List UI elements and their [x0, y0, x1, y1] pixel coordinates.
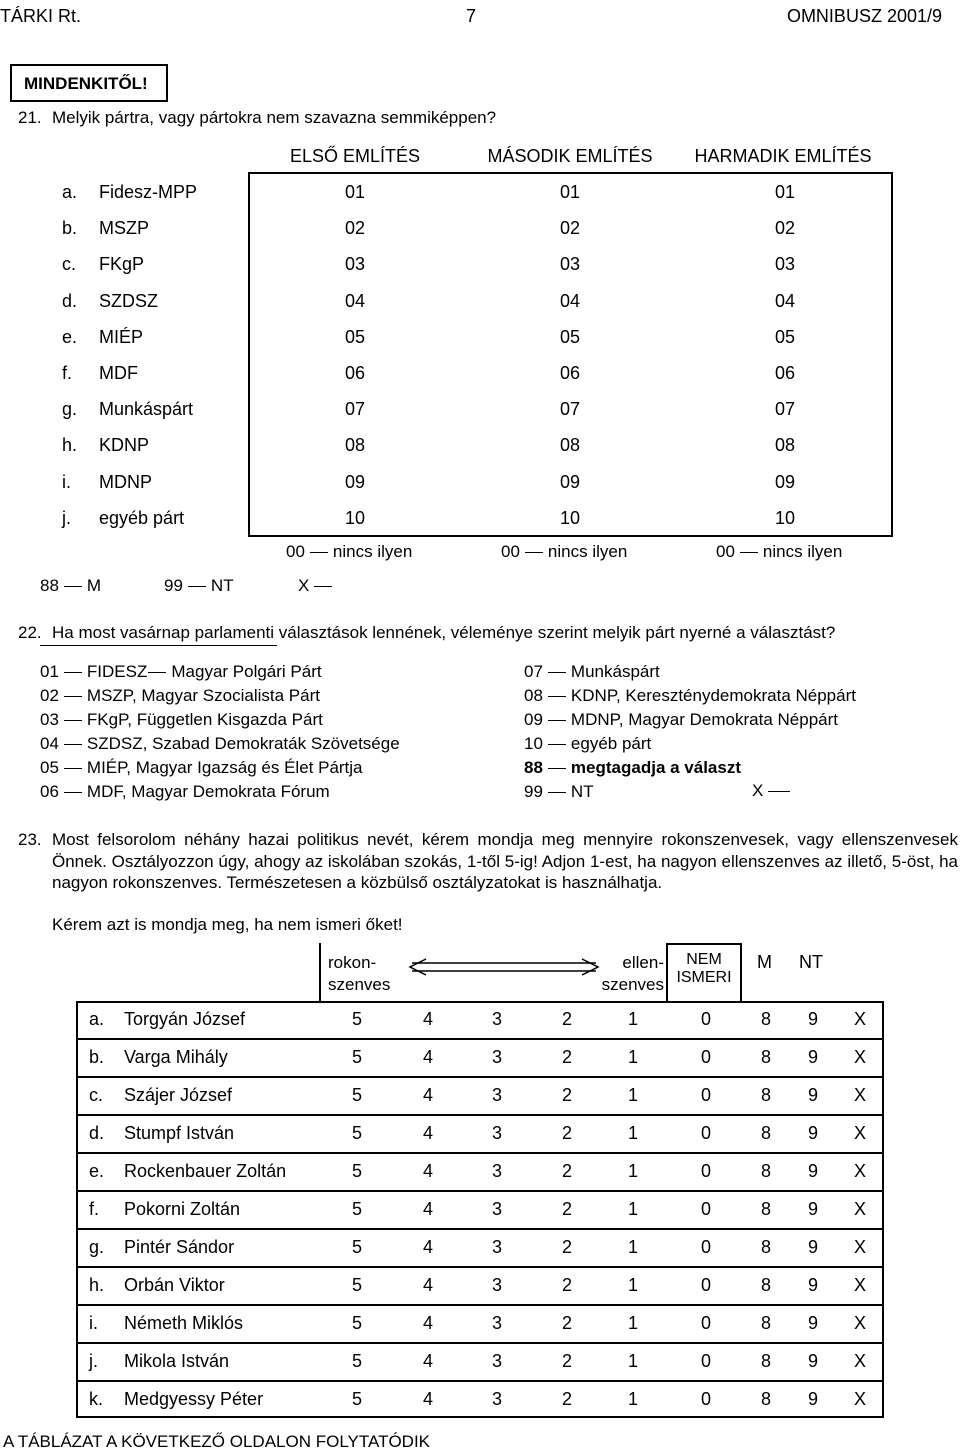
q21-row-party: egyéb párt — [99, 507, 185, 528]
politician-letter: i. — [89, 1313, 98, 1333]
rating-option[interactable]: 2 — [561, 1161, 572, 1181]
politician-name: Németh Miklós — [124, 1313, 244, 1333]
option-label: FKgP, Független Kisgazda Párt — [86, 710, 323, 729]
q21-row-third: 06 — [774, 363, 796, 383]
q21-row-third: 02 — [774, 218, 796, 239]
option-code: 09 — [524, 710, 543, 729]
q21-row-third: 04 — [774, 290, 796, 311]
option-code: 08 — [524, 686, 543, 705]
rating-option[interactable]: 9 — [807, 1199, 818, 1219]
scale-right-1: ellen- — [622, 953, 664, 972]
q22-option — [524, 661, 660, 683]
option-label-2: Magyar Polgári Párt — [171, 662, 322, 681]
q22-option — [40, 733, 400, 755]
dash — [148, 672, 166, 673]
rating-option[interactable]: 1 — [627, 1237, 638, 1257]
option-code: 05 — [40, 758, 59, 777]
q21-row-party: KDNP — [99, 435, 150, 456]
rating-option[interactable]: 5 — [351, 1351, 362, 1371]
rating-option[interactable]: 4 — [422, 1237, 433, 1257]
q22-option — [40, 781, 330, 803]
option-label: MSZP, Magyar Szocialista Párt — [86, 686, 320, 705]
politician-name: Pintér Sándor — [124, 1237, 235, 1257]
none-code: 00 — [501, 542, 520, 561]
q21-row-party: MIÉP — [99, 326, 144, 347]
q22-underline — [40, 645, 277, 646]
q22-option — [524, 781, 594, 803]
rating-option[interactable]: X — [853, 1199, 866, 1219]
q22-option — [40, 709, 323, 731]
q21-row-first: 03 — [344, 254, 366, 275]
rating-option[interactable]: 1 — [627, 1313, 638, 1333]
q21-row-party: MDNP — [99, 471, 152, 492]
rating-option[interactable]: 3 — [491, 1275, 502, 1295]
rating-option[interactable]: 8 — [760, 1275, 771, 1295]
rating-option[interactable]: 0 — [700, 1275, 711, 1295]
q21-row-party: MSZP — [99, 218, 150, 239]
rating-option[interactable]: 9 — [807, 1009, 818, 1029]
rating-option[interactable]: 3 — [491, 1161, 502, 1181]
rating-option[interactable]: 9 — [807, 1313, 818, 1333]
rating-option[interactable]: X — [853, 1237, 866, 1257]
q21-row-letter: g. — [62, 399, 78, 420]
rating-option[interactable]: 8 — [760, 1389, 771, 1409]
none-label: nincs ilyen — [332, 542, 413, 561]
rating-option[interactable]: 5 — [351, 1047, 362, 1067]
q21-none-2 — [501, 541, 627, 563]
q23-row-separator — [76, 1342, 884, 1344]
q21-row-second: 08 — [559, 435, 581, 456]
rating-option[interactable]: 3 — [491, 1199, 502, 1219]
rating-option[interactable]: 0 — [700, 1351, 711, 1371]
q21-row-first: 02 — [344, 218, 366, 239]
rating-option[interactable]: 3 — [491, 1389, 502, 1409]
q21-row-first: 05 — [344, 326, 366, 347]
q23-row-separator — [76, 1266, 884, 1268]
politician-name: Torgyán József — [124, 1009, 246, 1029]
dash — [548, 672, 566, 673]
option-code: 07 — [524, 662, 543, 681]
rating-option[interactable]: 4 — [422, 1161, 433, 1181]
politician-name: Szájer József — [124, 1085, 233, 1105]
q21-none-1 — [286, 541, 412, 563]
rating-option[interactable]: 2 — [561, 1123, 572, 1143]
rating-option[interactable]: 5 — [351, 1085, 362, 1105]
q21-row-second: 09 — [559, 471, 581, 492]
rating-option[interactable]: 5 — [351, 1123, 362, 1143]
q21-row-letter: c. — [62, 254, 77, 275]
option-label: MIÉP, Magyar Igazság és Élet Pártja — [86, 758, 363, 777]
rating-option[interactable]: 5 — [351, 1275, 362, 1295]
q21-row-second: 06 — [559, 363, 581, 383]
dash — [548, 768, 566, 769]
rating-option[interactable]: 4 — [422, 1123, 433, 1143]
q23-row-separator — [76, 1152, 884, 1154]
q21-row-party: Munkáspárt — [99, 399, 194, 420]
rating-option[interactable]: X — [853, 1313, 866, 1333]
rating-option[interactable]: 4 — [422, 1199, 433, 1219]
scale-right-2: szenves — [601, 975, 664, 994]
politician-letter: e. — [89, 1161, 105, 1181]
q23-row-separator — [76, 1228, 884, 1230]
rating-option[interactable]: 8 — [760, 1199, 771, 1219]
dash — [64, 720, 82, 721]
rating-option[interactable]: 8 — [760, 1085, 771, 1105]
scale-box-left — [319, 943, 321, 1003]
rating-option[interactable]: 8 — [760, 1351, 771, 1371]
dash — [64, 672, 82, 673]
scale-arrow-icon — [408, 958, 600, 978]
q21-row-party: FKgP — [99, 254, 145, 275]
rating-option[interactable]: 9 — [807, 1275, 818, 1295]
q23-row-separator — [76, 1304, 884, 1306]
rating-option[interactable]: 9 — [807, 1123, 818, 1143]
none-code: 00 — [716, 542, 735, 561]
scale-box-top — [666, 943, 740, 945]
q22-option — [40, 661, 322, 683]
everyone-label: MINDENKITŐL! — [24, 74, 148, 93]
rating-option[interactable]: 0 — [700, 1047, 711, 1067]
dash — [64, 744, 82, 745]
q21-row-party: Fidesz-MPP — [99, 182, 198, 202]
rating-option[interactable]: 3 — [491, 1123, 502, 1143]
option-code: 88 — [524, 758, 543, 777]
q22-x — [752, 780, 795, 802]
rating-option[interactable]: 8 — [760, 1313, 771, 1333]
q21-row-third: 09 — [774, 471, 796, 492]
q23-table-left-line — [76, 1001, 78, 1418]
rating-option[interactable]: 0 — [700, 1199, 711, 1219]
rating-option[interactable]: 1 — [627, 1389, 638, 1409]
rating-option[interactable]: 4 — [422, 1351, 433, 1371]
option-label: FIDESZ — [86, 662, 148, 681]
q23-row-separator — [76, 1380, 884, 1382]
q21-row-first: 07 — [344, 399, 366, 420]
rating-option[interactable]: 9 — [807, 1047, 818, 1067]
q21-x-code — [298, 575, 337, 597]
q21-col-header-1: ELSŐ EMLÍTÉS — [289, 146, 421, 166]
rating-option[interactable]: 2 — [561, 1275, 572, 1295]
rating-option[interactable]: 1 — [627, 1123, 638, 1143]
politician-letter: d. — [89, 1123, 105, 1143]
q21-row-second: 07 — [559, 399, 581, 420]
rating-option[interactable]: 3 — [491, 1237, 502, 1257]
q21-row-first: 08 — [344, 435, 366, 456]
politician-name: Varga Mihály — [124, 1047, 228, 1067]
rating-option[interactable]: 5 — [351, 1313, 362, 1333]
q22-option — [524, 757, 741, 779]
rating-option[interactable]: 0 — [700, 1313, 711, 1333]
rating-option[interactable]: 2 — [561, 1351, 572, 1371]
dash — [548, 792, 566, 793]
q21-row-third: 10 — [774, 507, 796, 528]
option-label: NT — [570, 782, 594, 801]
nem-1: NEM — [686, 951, 722, 968]
rating-option[interactable]: 3 — [491, 1047, 502, 1067]
q21-row-third: 08 — [774, 435, 796, 456]
rating-option[interactable]: 1 — [627, 1009, 638, 1029]
rating-option[interactable]: 8 — [760, 1009, 771, 1029]
option-label: Munkáspárt — [570, 662, 660, 681]
politician-letter: b. — [89, 1047, 105, 1067]
rating-option[interactable]: 2 — [561, 1389, 572, 1409]
nt-code: 99 — [164, 576, 183, 595]
rating-option[interactable]: 3 — [491, 1351, 502, 1371]
q21-nt-code — [164, 575, 234, 597]
rating-option[interactable]: 2 — [561, 1237, 572, 1257]
rating-option[interactable]: 5 — [351, 1199, 362, 1219]
rating-option[interactable]: X — [853, 1389, 866, 1409]
q21-row-third: 01 — [774, 182, 796, 202]
q21-col-header-2: MÁSODIK EMLÍTÉS — [487, 146, 653, 166]
x-label: X — [752, 781, 764, 800]
q21-row-third: 05 — [774, 326, 796, 347]
dash — [64, 792, 82, 793]
q22-text: Ha most vasárnap parlamenti választások lennének, véleménye szerint melyik párt nyerné a választást? — [52, 623, 836, 642]
q23-row-separator — [76, 1038, 884, 1040]
rating-option[interactable]: 1 — [627, 1275, 638, 1295]
rating-option[interactable]: 8 — [760, 1047, 771, 1067]
q23-row-separator — [76, 1114, 884, 1116]
rating-option[interactable]: X — [853, 1123, 866, 1143]
q21-row-first: 04 — [344, 290, 366, 311]
option-code: 06 — [40, 782, 59, 801]
rating-option[interactable]: 5 — [351, 1161, 362, 1181]
rating-option[interactable]: 9 — [807, 1085, 818, 1105]
q21-row-first: 01 — [344, 182, 366, 202]
rating-option[interactable]: X — [853, 1161, 866, 1181]
rating-option[interactable]: X — [853, 1085, 866, 1105]
rating-option[interactable]: X — [853, 1047, 866, 1067]
q23-paragraph: Most felsorolom néhány hazai politikus nevét, kérem mondja meg mennyire rokonszenvesek, vagy ellenszenvesek Önnek. Osztályozzon úgy, ahogy az iskolában szokás, 1-től 5-ig! Adjon 1-est, ha nagyon ellenszenves az illető, 5-öst, ha nagyon rokonszenves. Természetesen a közbülső osztályzatokat is használhatja. — [52, 830, 958, 892]
rating-option[interactable]: 4 — [422, 1389, 433, 1409]
q21-none-3 — [716, 541, 842, 563]
dash — [548, 744, 566, 745]
q23-instruction: Kérem azt is mondja meg, ha nem ismeri őket! — [52, 915, 403, 934]
politician-name: Mikola István — [124, 1351, 230, 1371]
nt-label: NT — [210, 576, 234, 595]
nem-2: ISMERI — [676, 969, 732, 986]
politician-letter: h. — [89, 1275, 105, 1295]
rating-option[interactable]: 1 — [627, 1351, 638, 1371]
q21-row-party: SZDSZ — [99, 290, 159, 311]
scale-left-1: rokon- — [328, 953, 377, 972]
rating-option[interactable]: 9 — [807, 1237, 818, 1257]
rating-option[interactable]: 4 — [422, 1313, 433, 1333]
q21-number: 21. — [18, 108, 42, 127]
politician-letter: g. — [89, 1237, 105, 1257]
politician-letter: k. — [89, 1389, 104, 1409]
rating-option[interactable]: 4 — [422, 1009, 433, 1029]
rating-option[interactable]: 4 — [422, 1085, 433, 1105]
q23-table-top-line — [76, 1001, 884, 1003]
rating-option[interactable]: 9 — [807, 1389, 818, 1409]
scale-box-divider-2 — [740, 943, 742, 1003]
q22-option — [524, 733, 651, 755]
q22-number: 22. — [18, 623, 42, 642]
q22-option — [524, 709, 838, 731]
q23-row-separator — [76, 1190, 884, 1192]
none-label: nincs ilyen — [547, 542, 628, 561]
rating-option[interactable]: 0 — [700, 1237, 711, 1257]
rating-option[interactable]: 5 — [351, 1009, 362, 1029]
option-label: SZDSZ, Szabad Demokraták Szövetsége — [86, 734, 400, 753]
q21-row-second: 10 — [559, 507, 581, 528]
q21-row-second: 03 — [559, 254, 581, 275]
rating-option[interactable]: 2 — [561, 1199, 572, 1219]
rating-option[interactable]: 3 — [491, 1085, 502, 1105]
rating-option[interactable]: 2 — [561, 1085, 572, 1105]
option-code: 01 — [40, 662, 59, 681]
q23-row-separator — [76, 1076, 884, 1078]
header-right: OMNIBUSZ 2001/9 — [786, 6, 942, 26]
rating-option[interactable]: 2 — [561, 1009, 572, 1029]
rating-option[interactable]: 1 — [627, 1161, 638, 1181]
nt-header: NT — [799, 952, 823, 972]
dash — [548, 720, 566, 721]
q21-row-second: 05 — [559, 326, 581, 347]
politician-letter: c. — [89, 1085, 104, 1105]
rating-option[interactable]: 0 — [700, 1085, 711, 1105]
q21-table-left-line — [248, 172, 250, 536]
politician-name: Orbán Viktor — [124, 1275, 225, 1295]
rating-option[interactable]: 9 — [807, 1351, 818, 1371]
option-code: 03 — [40, 710, 59, 729]
q23-table-bottom-line — [76, 1416, 884, 1418]
option-label: egyéb párt — [570, 734, 652, 753]
option-code: 02 — [40, 686, 59, 705]
rating-option[interactable]: 3 — [491, 1313, 502, 1333]
option-code: 99 — [524, 782, 543, 801]
rating-option[interactable]: 9 — [807, 1161, 818, 1181]
q21-table-right-line — [891, 172, 893, 536]
q21-text: Melyik pártra, vagy pártokra nem szavazna semmiképpen? — [52, 108, 497, 127]
q23-table-right-line — [882, 1001, 884, 1418]
politician-letter: f. — [89, 1199, 100, 1219]
rating-option[interactable]: 2 — [561, 1313, 572, 1333]
q21-row-letter: e. — [62, 326, 78, 347]
rating-option[interactable]: 8 — [760, 1237, 771, 1257]
q21-row-party: MDF — [99, 363, 138, 383]
option-label: MDF, Magyar Demokrata Fórum — [86, 782, 330, 801]
rating-option[interactable]: 0 — [700, 1161, 711, 1181]
none-label: nincs ilyen — [762, 542, 843, 561]
m-label: M — [86, 576, 102, 595]
rating-option[interactable]: 3 — [491, 1009, 502, 1029]
dash — [64, 696, 82, 697]
option-label: MDNP, Magyar Demokrata Néppárt — [570, 710, 838, 729]
rating-option[interactable]: 0 — [700, 1123, 711, 1143]
q21-row-second: 02 — [559, 218, 581, 239]
rating-option[interactable]: X — [853, 1275, 866, 1295]
header-left: TÁRKI Rt. — [0, 6, 82, 26]
q21-row-first: 09 — [344, 471, 366, 492]
dash — [64, 768, 82, 769]
q21-row-letter: d. — [62, 290, 78, 311]
politician-name: Rockenbauer Zoltán — [124, 1161, 287, 1181]
q21-row-letter: a. — [62, 182, 78, 202]
q21-table-bottom-line — [248, 535, 893, 537]
q21-row-letter: i. — [62, 471, 71, 492]
none-code: 00 — [286, 542, 305, 561]
rating-option[interactable]: 2 — [561, 1047, 572, 1067]
option-label: megtagadja a választ — [570, 758, 741, 777]
q21-table-top-line — [248, 172, 893, 174]
q21-row-letter: f. — [62, 363, 73, 383]
q22-option — [524, 685, 856, 707]
q21-row-second: 04 — [559, 290, 581, 311]
q21-row-first: 10 — [344, 507, 366, 528]
x-label: X — [298, 576, 310, 595]
q21-row-letter: b. — [62, 218, 78, 239]
politician-letter: j. — [89, 1351, 98, 1371]
option-code: 04 — [40, 734, 59, 753]
m-header: M — [757, 952, 772, 972]
q21-row-third: 03 — [774, 254, 796, 275]
rating-option[interactable]: X — [853, 1351, 866, 1371]
politician-name: Medgyessy Péter — [124, 1389, 264, 1409]
q22-option — [40, 757, 363, 779]
q21-row-first: 06 — [344, 363, 366, 383]
rating-option[interactable]: 4 — [422, 1275, 433, 1295]
q21-m-code — [40, 575, 101, 597]
q21-row-letter: h. — [62, 435, 78, 456]
q21-row-second: 01 — [559, 182, 581, 202]
q23-number: 23. — [18, 830, 42, 849]
rating-option[interactable]: 8 — [760, 1161, 771, 1181]
scale-left-2: szenves — [328, 975, 391, 994]
politician-name: Stumpf István — [124, 1123, 235, 1143]
rating-option[interactable]: 0 — [700, 1009, 711, 1029]
option-code: 10 — [524, 734, 543, 753]
rating-option[interactable]: 1 — [627, 1199, 638, 1219]
option-label: KDNP, Kereszténydemokrata Néppárt — [570, 686, 856, 705]
rating-option[interactable]: 1 — [627, 1085, 638, 1105]
rating-option[interactable]: 4 — [422, 1047, 433, 1067]
rating-option[interactable]: 1 — [627, 1047, 638, 1067]
footer-continues: A TÁBLÁZAT A KÖVETKEZŐ OLDALON FOLYTATÓDIK — [3, 1432, 431, 1451]
q21-col-header-3: HARMADIK EMLÍTÉS — [694, 146, 872, 166]
politician-name: Pokorni Zoltán — [124, 1199, 241, 1219]
everyone-box — [10, 64, 168, 102]
rating-option[interactable]: 5 — [351, 1389, 362, 1409]
dash — [548, 696, 566, 697]
q22-option — [40, 685, 320, 707]
rating-option[interactable]: X — [853, 1009, 866, 1029]
rating-option[interactable]: 8 — [760, 1123, 771, 1143]
page-number: 7 — [466, 6, 477, 26]
politician-letter: a. — [89, 1009, 105, 1029]
rating-option[interactable]: 0 — [700, 1389, 711, 1409]
rating-option[interactable]: 5 — [351, 1237, 362, 1257]
m-code: 88 — [40, 576, 59, 595]
q21-row-letter: j. — [62, 507, 71, 528]
q21-row-third: 07 — [774, 399, 796, 420]
